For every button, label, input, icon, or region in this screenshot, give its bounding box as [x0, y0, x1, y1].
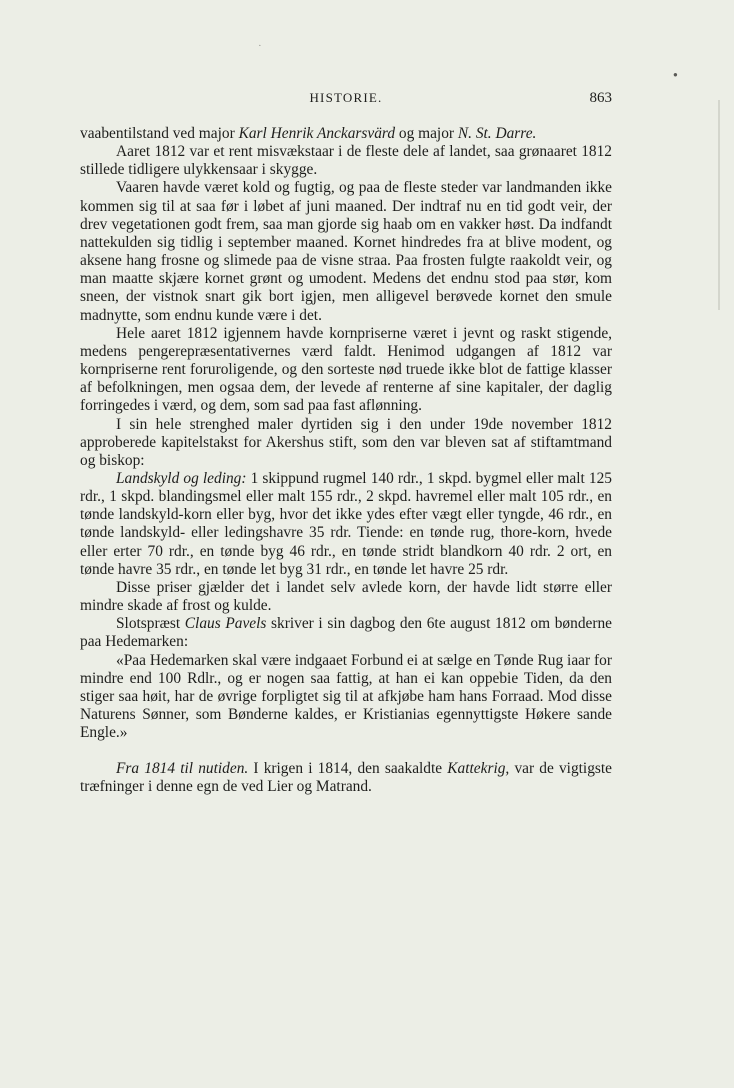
text-run: Aaret 1812 var et rent misvækstaar i de fleste dele af landet, saa grønaaret 1812 stillede tidligere ulykkensaar i skygge.: [80, 143, 612, 179]
section-paragraph: [80, 760, 612, 796]
text-run: var de vigtigste træfninger i denne egn de ved Lier og Matrand.: [80, 760, 612, 796]
italic-text: Fra 1814 til nutiden.: [116, 760, 249, 778]
body-text: [80, 125, 612, 797]
text-run: skriver i sin dagbog den 6te august 1812 om bønderne paa Hedemarken:: [80, 615, 612, 651]
paragraph: [80, 470, 612, 579]
text-run: I sin hele strenghed maler dyrtiden sig i den under 19de november 1812 approberede kapitelstakst for Akershus stift, som den var bleven sat af stiftamtmand og biskop:: [80, 415, 612, 469]
dot-mark: ●: [673, 70, 678, 79]
italic-text: N. St. Darre.: [457, 125, 537, 142]
paragraph: [80, 143, 612, 179]
paragraph: [80, 325, 612, 416]
italic-text: Kattekrig,: [447, 760, 510, 778]
text-run: vaabentilstand ved major: [80, 125, 239, 142]
text-run: og major: [395, 125, 458, 142]
text-run: Slotspræst: [116, 615, 185, 633]
paragraph: [80, 125, 612, 143]
text-run: 1 skippund rugmel 140 rdr., 1 skpd. bygmel eller malt 125 rdr., 1 skpd. blandingsmel eller malt 155 rdr., 2 skpd. havremel eller malt 105 rdr., en tønde landskyld-korn eller byg, hvor det ikke ydes efter vægt eller tyngde, 46 rdr., en tønde landskyld- eller ledingshavre 35 rdr. Tiende: en tønde rug, thore-korn, hvede eller erter 70 rdr., en tønde byg 46 rdr., en tønde stridt blandkorn 40 rdr. 2 ort, en tønde havre 35 rdr., en tønde let byg 31 rdr., en tønde let havre 25 rdr.: [80, 469, 612, 578]
italic-text: Claus Pavels: [184, 615, 267, 633]
running-title: HISTORIE.: [309, 90, 383, 105]
text-run: I krigen i 1814, den saakaldte: [248, 760, 448, 778]
text-run: Vaaren havde været kold og fugtig, og paa de fleste steder var landmanden ikke kommen sig til at saa før i løbet af juni maaned. Der indtraf nu en tid godt veir, der drev vegetationen godt frem, saa man gjorde sig haab om en vakker høst. Da indfandt nattekulden sig tidlig i september maaned. Kornet hindredes fra at blive modent, og aksene hang frosne og slimede paa de visne straa. Paa frosten fulgte raakoldt veir, og man maatte skjære kornet grønt og umodent. Medens det endnu stod paa stør, kom sneen, der vistnok snart gik bort igjen, men alligevel berøvede kornet den smule madnytte, som endnu kunde være i det.: [80, 179, 612, 324]
paragraph: [80, 579, 612, 615]
text-run: «Paa Hedemarken skal være indgaaet Forbund ei at sælge en Tønde Rug iaar for mindre end 100 Rdlr., og er nogen saa fattig, at han ei kan oppebie Tiden, da den stiger saa høit, har de øvrige forpligtet sig til at afkjøbe ham hans Forraad. Mod disse Naturens Sønner, som Bønderne kaldes, er Kristianias egennyttigste Høkere sande Engle.»: [80, 651, 612, 742]
text-run: Disse priser gjælder det i landet selv avlede korn, der havde lidt større eller mindre skade af frost og kulde.: [80, 578, 612, 615]
italic-text: Landskyld og leding:: [116, 469, 247, 487]
page-edge-shadow: [718, 100, 720, 310]
text-run: Hele aaret 1812 igjennem havde kornpriserne været i jevnt og raskt stigende, medens pengerepræsentativernes værd faldt. Henimod udgangen af 1812 var kornpriserne rent foruroligende, og den sorteste nød truede ikke blot de fattige klasser af befolkningen, men ogsaa dem, der levede af renterne af sine kapitaler, der daglig forringedes i værd, og dem, som sad paa fast aflønning.: [80, 324, 612, 415]
quote-intro: [80, 615, 612, 651]
quotation: [80, 652, 612, 743]
speck-mark: ·: [258, 40, 262, 52]
page-number: 863: [589, 90, 612, 106]
paragraph: [80, 179, 612, 324]
italic-text: Karl Henrik Anckarsvärd: [238, 125, 396, 142]
paragraph: [80, 416, 612, 470]
running-head: [80, 90, 612, 110]
